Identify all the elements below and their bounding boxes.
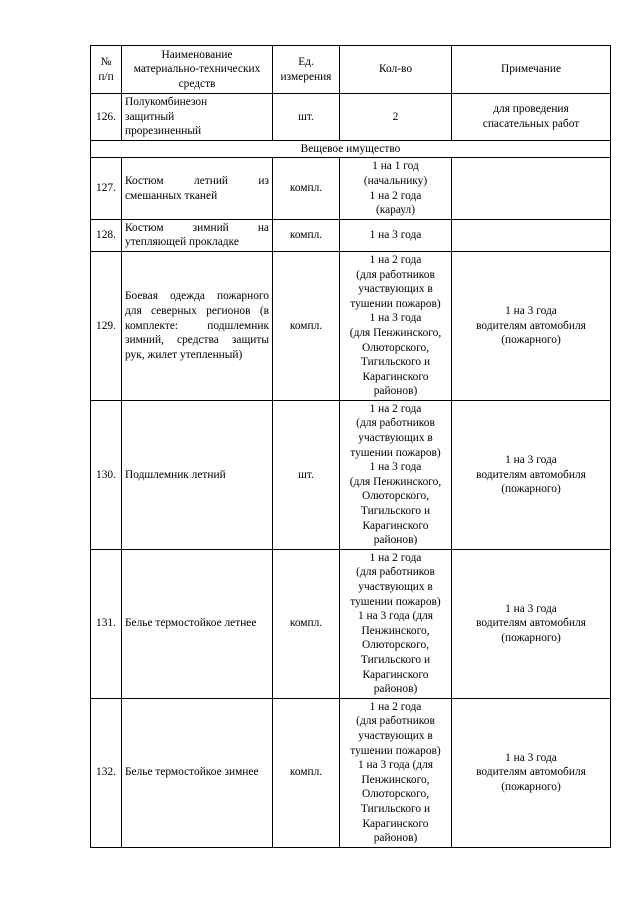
- row-qty: 1 на 2 года (для работников участвующих в тушении пожаров) 1 на 3 года (для Пенжинского, Олюторского, Тигильского и Карагинского районов): [340, 251, 452, 400]
- row-number: 132.: [91, 698, 122, 847]
- row-qty: 1 на 2 года (для работников участвующих в тушении пожаров) 1 на 3 года (для Пенжинского, Олюторского, Тигильского и Карагинского районов): [340, 698, 452, 847]
- table-row: [91, 251, 611, 400]
- header-name: Наименование материально-технических средств: [122, 46, 273, 94]
- row-name: Белье термостойкое летнее: [122, 549, 273, 698]
- header-num: № п/п: [91, 46, 122, 94]
- row-note: [452, 219, 611, 251]
- row-note: 1 на 3 года водителям автомобиля (пожарного): [452, 549, 611, 698]
- row-qty: 1 на 2 года (для работников участвующих в тушении пожаров) 1 на 3 года (для Пенжинского, Олюторского, Тигильского и Карагинского районов): [340, 400, 452, 549]
- table-header-row: [91, 46, 611, 94]
- table-row: [91, 698, 611, 847]
- row-number: 131.: [91, 549, 122, 698]
- header-note: Примечание: [452, 46, 611, 94]
- row-name: Подшлемник летний: [122, 400, 273, 549]
- section-title: Вещевое имущество: [91, 140, 611, 158]
- row-number: 130.: [91, 400, 122, 549]
- row-unit: компл.: [273, 549, 340, 698]
- row-note: [452, 158, 611, 219]
- row-unit: компл.: [273, 158, 340, 219]
- row-number: 126.: [91, 94, 122, 141]
- row-qty: 1 на 2 года (для работников участвующих в тушении пожаров) 1 на 3 года (для Пенжинского, Олюторского, Тигильского и Карагинского районов): [340, 549, 452, 698]
- table-row: [91, 219, 611, 251]
- row-qty: 1 на 3 года: [340, 219, 452, 251]
- row-note: 1 на 3 года водителям автомобиля (пожарного): [452, 400, 611, 549]
- row-number: 129.: [91, 251, 122, 400]
- row-number: 128.: [91, 219, 122, 251]
- row-note: 1 на 3 года водителям автомобиля (пожарного): [452, 698, 611, 847]
- header-qty: Кол-во: [340, 46, 452, 94]
- row-qty: 1 на 1 год (начальнику) 1 на 2 года (караул): [340, 158, 452, 219]
- row-name: Полукомбинезон защитный прорезиненный: [122, 94, 273, 141]
- table-row: [91, 158, 611, 219]
- row-name: Белье термостойкое зимнее: [122, 698, 273, 847]
- row-note: 1 на 3 года водителям автомобиля (пожарного): [452, 251, 611, 400]
- equipment-table: [90, 45, 611, 848]
- row-unit: шт.: [273, 94, 340, 141]
- section-row: [91, 140, 611, 158]
- table-row: [91, 400, 611, 549]
- row-number: 127.: [91, 158, 122, 219]
- row-note: для проведения спасательных работ: [452, 94, 611, 141]
- row-name: Костюм зимний на утепляющей прокладке: [122, 219, 273, 251]
- table-row: [91, 94, 611, 141]
- row-name: Боевая одежда пожарного для северных регионов (в комплекте: подшлемник зимний, средства защиты рук, жилет утепленный): [122, 251, 273, 400]
- row-unit: компл.: [273, 251, 340, 400]
- row-unit: компл.: [273, 219, 340, 251]
- row-qty: 2: [340, 94, 452, 141]
- row-name: Костюм летний из смешанных тканей: [122, 158, 273, 219]
- table-row: [91, 549, 611, 698]
- row-unit: шт.: [273, 400, 340, 549]
- row-unit: компл.: [273, 698, 340, 847]
- header-unit: Ед. измерения: [273, 46, 340, 94]
